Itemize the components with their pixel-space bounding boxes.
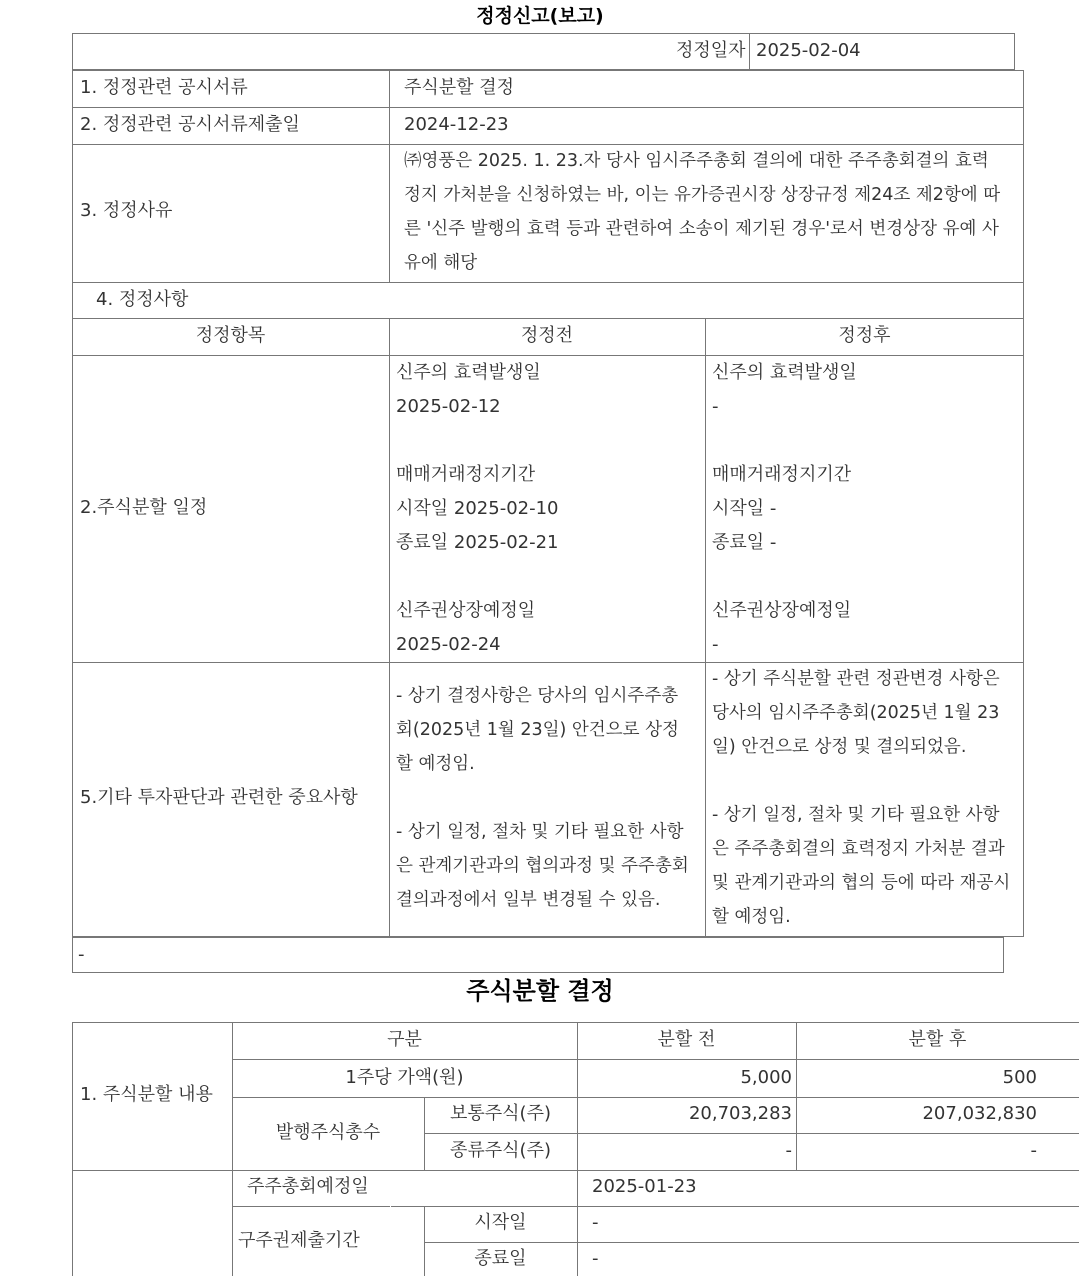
submit-date-label: 2. 정정관련 공시서류제출일: [80, 114, 300, 135]
text-line: 은 주주총회결의 효력정지 가처분 결과: [712, 839, 1005, 859]
reason-line: ㈜영풍은 2025. 1. 23.자 당사 임시주주총회 결의에 대한 주주총회결의 효력: [404, 151, 989, 171]
text-line: 신주권상장예정일: [712, 600, 852, 621]
common-shares-label: 보통주식(주): [450, 1103, 551, 1124]
split-col-category: 구분: [387, 1029, 422, 1050]
meeting-date-value: 2025-01-23: [592, 1176, 697, 1197]
old-certificate-period-label: 구주권제출기간: [238, 1230, 360, 1251]
par-value-after: 500: [1002, 1067, 1037, 1088]
note-text: -: [78, 944, 85, 965]
text-line: 시작일 2025-02-10: [396, 498, 559, 519]
text-line: 당사의 임시주주총회(2025년 1월 23: [712, 703, 1000, 723]
text-line: 매매거래정지기간: [712, 464, 852, 485]
submit-date-value: 2024-12-23: [404, 114, 509, 135]
split-title: 주식분할 결정: [466, 977, 614, 1005]
text-line: 및 관계기관과의 협의 등에 따라 재공시: [712, 873, 1011, 893]
reason-text: [404, 144, 1019, 280]
reason-line: 유에 해당: [404, 253, 478, 273]
period-start-value: -: [592, 1212, 599, 1233]
text-line: - 상기 주식분할 관련 정관변경 사항은: [712, 669, 1000, 689]
common-shares-after: 207,032,830: [922, 1103, 1037, 1124]
text-line: 할 예정임.: [396, 754, 475, 774]
reason-line: 정지 가처분을 신청하였는 바, 이는 유가증권시장 상장규정 제24조 제2항에 따: [404, 185, 1001, 205]
text-line: [396, 424, 701, 458]
text-line: 2025-02-24: [396, 634, 501, 655]
text-line: 매매거래정지기간: [396, 464, 536, 485]
correction-date-value: 2025-02-04: [756, 40, 861, 61]
preferred-shares-after: -: [1030, 1140, 1037, 1161]
par-value-label: 1주당 가액(원): [345, 1067, 464, 1088]
preferred-shares-label: 종류주식(주): [450, 1140, 551, 1161]
text-line: - 상기 일정, 절차 및 기타 필요한 사항: [712, 805, 1000, 825]
text-line: [396, 560, 701, 594]
doc-label: 1. 정정관련 공시서류: [80, 77, 248, 98]
text-line: 할 예정임.: [712, 907, 791, 927]
row-other-after: [712, 662, 1022, 934]
text-line: - 상기 일정, 절차 및 기타 필요한 사항: [396, 822, 684, 842]
page-title: 정정신고(보고): [476, 5, 604, 27]
text-line: 종료일 -: [712, 532, 777, 553]
period-start-label: 시작일: [474, 1212, 527, 1233]
text-line: 시작일 -: [712, 498, 777, 519]
text-line: 2025-02-12: [396, 396, 501, 417]
text-line: [712, 424, 1020, 458]
split-col-before: 분할 전: [657, 1029, 716, 1050]
meeting-date-label: 주주총회예정일: [247, 1176, 369, 1197]
reason-label: 3. 정정사유: [80, 200, 173, 221]
corrections-section-label: 4. 정정사항: [96, 289, 189, 310]
text-line: 신주권상장예정일: [396, 600, 536, 621]
correction-date-label: 정정일자: [676, 40, 746, 61]
text-line: -: [712, 396, 719, 417]
correction-date-row: [72, 33, 1015, 70]
text-line: 신주의 효력발생일: [712, 362, 857, 383]
split-col-after: 분할 후: [908, 1029, 967, 1050]
preferred-shares-before: -: [785, 1140, 792, 1161]
text-line: [396, 781, 701, 815]
total-shares-label: 발행주식총수: [275, 1122, 381, 1143]
row-schedule-before: [396, 356, 701, 662]
col-header-before: 정정전: [520, 325, 574, 346]
par-value-before: 5,000: [740, 1067, 792, 1088]
text-line: [712, 764, 1022, 798]
period-end-value: -: [592, 1248, 599, 1269]
common-shares-before: 20,703,283: [688, 1103, 792, 1124]
split-content-label: 1. 주식분할 내용: [80, 1084, 213, 1105]
row-schedule-item: 2.주식분할 일정: [80, 497, 208, 518]
doc-value: 주식분할 결정: [404, 77, 515, 98]
col-header-item: 정정항목: [195, 325, 266, 346]
text-line: 회(2025년 1월 23일) 안건으로 상정: [396, 720, 679, 740]
col-header-after: 정정후: [838, 325, 891, 346]
note-row: [72, 937, 1004, 973]
corrections-section-header: [72, 282, 1024, 319]
text-line: [712, 560, 1020, 594]
row-other-before: [396, 679, 701, 917]
row-other-item: 5.기타 투자판단과 관련한 중요사항: [80, 787, 358, 808]
period-end-label: 종료일: [474, 1248, 527, 1269]
text-line: - 상기 결정사항은 당사의 임시주주총: [396, 686, 679, 706]
text-line: 결의과정에서 일부 변경될 수 있음.: [396, 890, 661, 910]
text-line: 일) 안건으로 상정 및 결의되었음.: [712, 737, 967, 757]
text-line: 은 관계기관과의 협의과정 및 주주총회: [396, 856, 689, 876]
reason-line: 른 '신주 발행의 효력 등과 관련하여 소송이 제기된 경우'로서 변경상장 유예 사: [404, 219, 999, 239]
text-line: -: [712, 634, 719, 655]
row-schedule-after: [712, 356, 1020, 662]
text-line: 신주의 효력발생일: [396, 362, 541, 383]
text-line: 종료일 2025-02-21: [396, 532, 559, 553]
